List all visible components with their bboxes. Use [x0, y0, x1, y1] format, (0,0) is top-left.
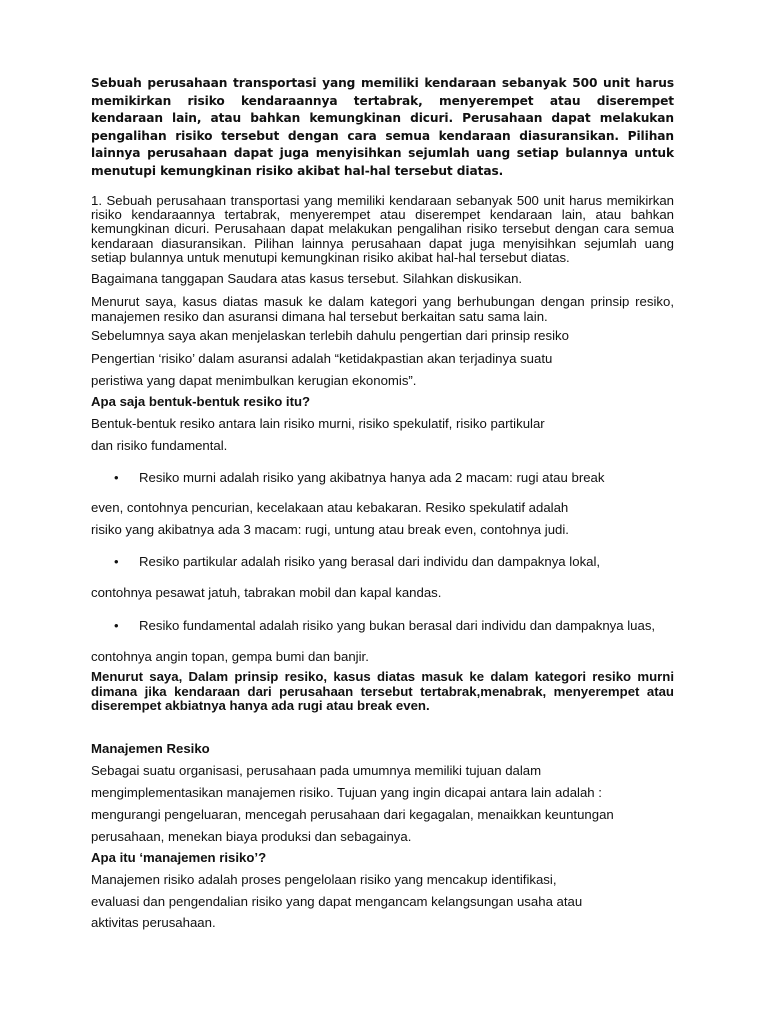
bullet-fundamental-risk: Resiko fundamental adalah risiko yang bukan berasal dari individu dan dampaknya luas,: [139, 618, 656, 633]
bullet-icon: •: [114, 470, 119, 485]
definition-mgmt-line-2: evaluasi dan pengendalian risiko yang dapat mengancam kelangsungan usaha atau: [91, 894, 583, 909]
conclusion-paragraph: Menurut saya, Dalam prinsip resiko, kasus diatas masuk ke dalam kategori resiko murni dimana jika kendaraan dari perusahaan tersebut tertabrak,menabrak, menyerempet atau diserempet akbiatnya hanya ada rugi atau break even.: [91, 669, 674, 713]
pure-risk-cont-1: even, contohnya pencurian, kecelakaan atau kebakaran. Resiko spekulatif adalah: [91, 500, 569, 515]
forms-line-1: Bentuk-bentuk resiko antara lain risiko murni, risiko spekulatif, risiko partikular: [91, 416, 545, 431]
case-paragraph: 1. Sebuah perusahaan transportasi yang memiliki kendaraan sebanyak 500 unit harus memikirkan risiko kendaraannya tertabrak, menyerempet atau diserempet kendaraan lain, atau bahkan kemungkinan dicuri. Perusahaan dapat melakukan pengalihan risiko tersebut dengan cara semua kendaraan diasuransikan. Pilihan lainnya perusahaan dapat juga menyisihkan sejumlah uang setiap bulannya untuk menutupi kemungkinan risiko akibat hal-hal tersebut diatas.: [91, 193, 674, 265]
heading-risk-management: Manajemen Resiko: [91, 741, 210, 756]
forms-line-2: dan risiko fundamental.: [91, 438, 228, 453]
discussion-question: Bagaimana tanggapan Saudara atas kasus tersebut. Silahkan diskusikan.: [91, 271, 523, 286]
heading-what-is-risk-management: Apa itu ‘manajemen risiko’?: [91, 850, 267, 865]
management-line-4: perusahaan, menekan biaya produksi dan sebagainya.: [91, 829, 412, 844]
bullet-pure-risk: Resiko murni adalah risiko yang akibatnya hanya ada 2 macam: rugi atau break: [139, 470, 605, 485]
definition-mgmt-line-1: Manajemen risiko adalah proses pengelolaan risiko yang mencakup identifikasi,: [91, 872, 557, 887]
definition-line-1: Pengertian ‘risiko’ dalam asuransi adalah “ketidakpastian akan terjadinya suatu: [91, 351, 553, 366]
intro-paragraph: Sebuah perusahaan transportasi yang memiliki kendaraan sebanyak 500 unit harus memikirkan risiko kendaraannya tertabrak, menyerempet atau diserempet kendaraan lain, atau bahkan kemungkinan dicuri. Perusahaan dapat melakukan pengalihan risiko tersebut dengan cara semua kendaraan diasuransikan. Pilihan lainnya perusahaan dapat juga menyisihkan sejumlah uang setiap bulannya untuk menutupi kemungkinan risiko akibat hal-hal tersebut diatas.: [91, 76, 674, 178]
pure-risk-cont-2: risiko yang akibatnya ada 3 macam: rugi, untung atau break even, contohnya judi.: [91, 522, 569, 537]
definition-line-2: peristiwa yang dapat menimbulkan kerugian ekonomis”.: [91, 373, 417, 388]
particular-risk-cont: contohnya pesawat jatuh, tabrakan mobil dan kapal kandas.: [91, 585, 442, 600]
bullet-icon: •: [114, 554, 119, 569]
management-line-2: mengimplementasikan manajemen risiko. Tujuan yang ingin dicapai antara lain adalah :: [91, 785, 602, 800]
bullet-particular-risk: Resiko partikular adalah risiko yang berasal dari individu dan dampaknya lokal,: [139, 554, 601, 569]
bullet-icon: •: [114, 618, 119, 633]
fundamental-risk-cont: contohnya angin topan, gempa bumi dan banjir.: [91, 649, 369, 664]
heading-risk-forms: Apa saja bentuk-bentuk resiko itu?: [91, 394, 311, 409]
definition-mgmt-line-3: aktivitas perusahaan.: [91, 915, 216, 930]
management-line-3: mengurangi pengeluaran, mencegah perusahaan dari kegagalan, menaikkan keuntungan: [91, 807, 614, 822]
explain-line: Sebelumnya saya akan menjelaskan terlebih dahulu pengertian dari prinsip resiko: [91, 328, 569, 343]
opinion-paragraph: Menurut saya, kasus diatas masuk ke dalam kategori yang berhubungan dengan prinsip resiko, manajemen resiko dan asuransi dimana hal tersebut berkaitan satu sama lain.: [91, 294, 674, 324]
management-line-1: Sebagai suatu organisasi, perusahaan pada umumnya memiliki tujuan dalam: [91, 763, 542, 778]
